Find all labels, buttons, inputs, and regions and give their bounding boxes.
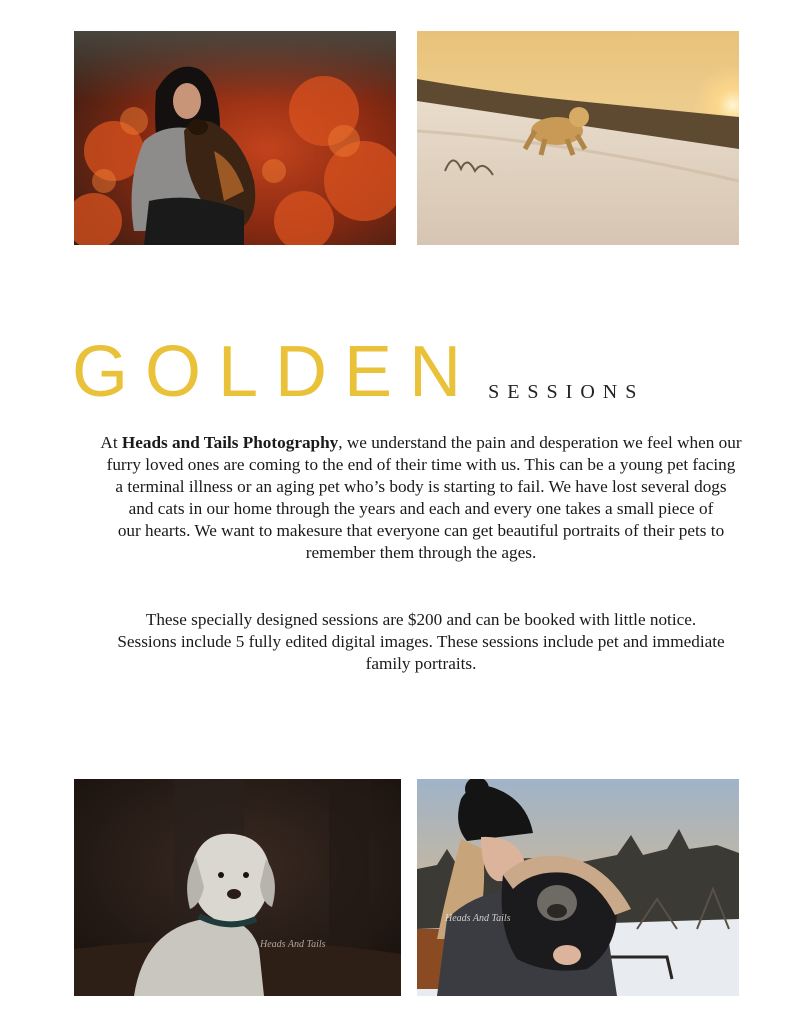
photo-woman-with-pug-winter-image [417, 779, 739, 996]
intro-line-6: remember them through the ages. [305, 543, 537, 562]
intro-paragraph [70, 432, 772, 564]
photo-white-doodle-dog [74, 779, 401, 996]
pricing-line-2: Sessions include 5 fully edited digital images. These sessions include pet and immediate [117, 632, 725, 651]
brand-name: Heads and Tails Photography [121, 433, 339, 452]
headline [72, 332, 644, 412]
intro-line-1 [70, 432, 772, 454]
intro-line-1-prefix: At [100, 433, 122, 452]
photo-golden-dog-in-snow-image [417, 31, 739, 245]
photo-woman-with-dog-autumn-image [74, 31, 396, 245]
intro-line-1-suffix: , we understand the pain and desperation we feel when our [338, 433, 742, 452]
pricing-paragraph [70, 609, 772, 675]
intro-line-3: a terminal illness or an aging pet who’s body is starting to fail. We have lost several dogs [115, 477, 727, 496]
intro-line-5: our hearts. We want to makesure that everyone can get beautiful portraits of their pets to [117, 521, 725, 540]
photo-woman-with-dog-autumn [74, 31, 396, 245]
photo-golden-dog-in-snow [417, 31, 739, 245]
photo-watermark-1: Heads And Tails [260, 939, 326, 950]
headline-golden: GOLDEN [72, 332, 479, 412]
pricing-line-1: These specially designed sessions are $200 and can be booked with little notice. [145, 610, 697, 629]
photo-white-doodle-dog-image [74, 779, 401, 996]
intro-line-2: furry loved ones are coming to the end of their time with us. This can be a young pet facing [106, 455, 736, 474]
photo-woman-with-pug-winter [417, 779, 739, 996]
pricing-line-3: family portraits. [365, 654, 477, 673]
intro-line-4: and cats in our home through the years and each and every one takes a small piece of [128, 499, 714, 518]
photo-watermark-2: Heads And Tails [445, 913, 511, 924]
headline-sessions: SESSIONS [488, 381, 645, 403]
